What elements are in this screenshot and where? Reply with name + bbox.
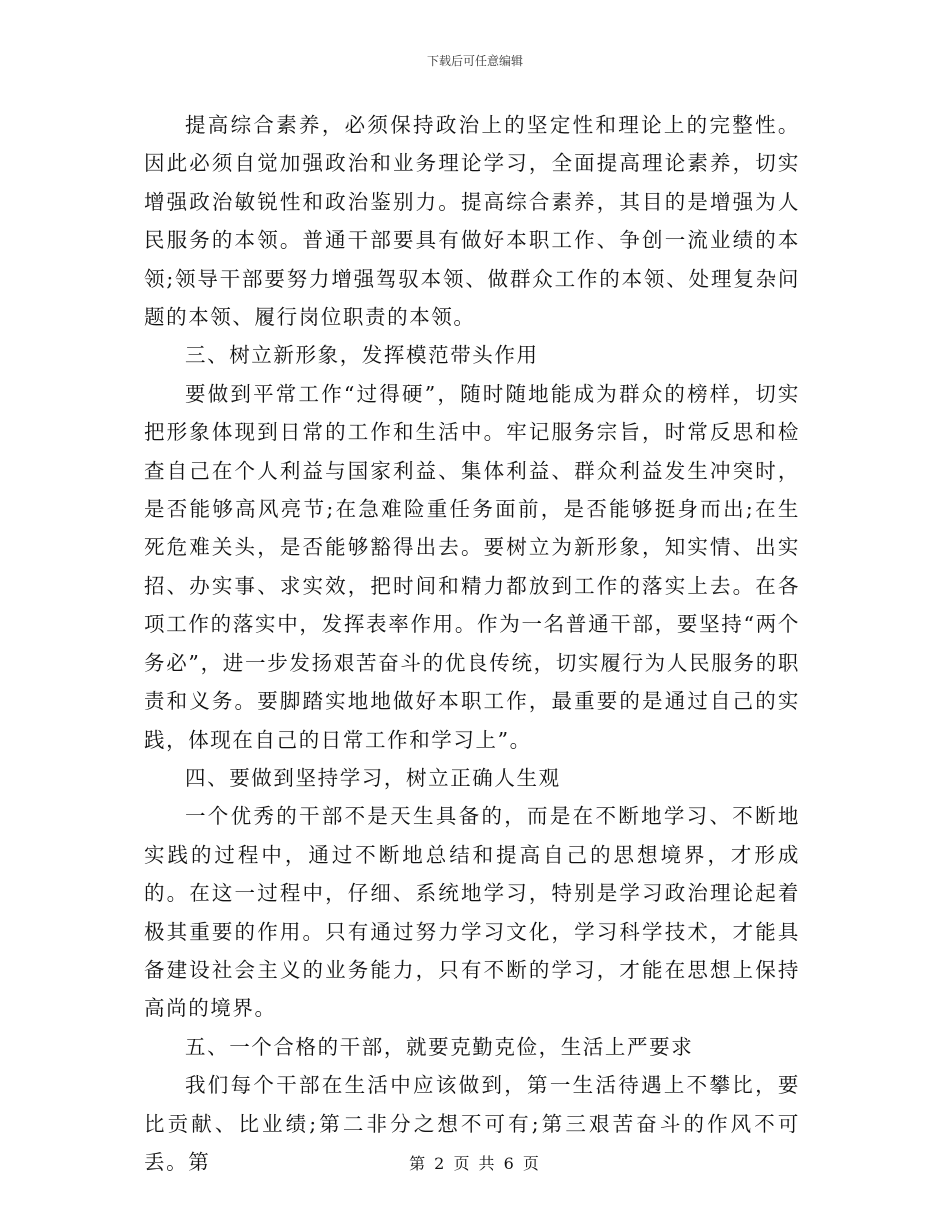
section-heading-5: 五、一个合格的干部，就要克勤克俭，生活上严要求 (185, 1034, 694, 1059)
paragraph-body-4: 我们每个干部在生活中应该做到，第一生活待遇上不攀比，要比贡献、比业绩;第二非分之想不可有;第三艰苦奋斗的作风不可丢。第 (144, 1073, 800, 1174)
page-number-footer: 第 2 页 共 6 页 (409, 1154, 541, 1173)
document-body (144, 106, 800, 1181)
paragraph-body-3: 一个优秀的干部不是天生具备的，而是在不断地学习、不断地实践的过程中，通过不断地总结和提高自己的思想境界，才形成的。在这一过程中，仔细、系统地学习，特别是学习政治理论起着极其重要的作用。只有通过努力学习文化，学习科学技术，才能具备建设社会主义的业务能力，只有不断的学习，才能在思想上保持高尚的境界。 (144, 804, 800, 1021)
section-heading-4: 四、要做到坚持学习，树立正确人生观 (185, 765, 561, 790)
paragraph-body-1: 提高综合素养，必须保持政治上的坚定性和理论上的完整性。因此必须自觉加强政治和业务理论学习，全面提高理论素养，切实增强政治敏锐性和政治鉴别力。提高综合素养，其目的是增强为人民服务的本领。普通干部要具有做好本职工作、争创一流业绩的本领;领导干部要努力增强驾驭本领、做群众工作的本领、处理复杂问题的本领、履行岗位职责的本领。 (144, 113, 800, 330)
paragraph-body-2: 要做到平常工作“过得硬”，随时随地能成为群众的榜样，切实把形象体现到日常的工作和生活中。牢记服务宗旨，时常反思和检查自己在个人利益与国家利益、集体利益、群众利益发生冲突时，是否能够高风亮节;在急难险重任务面前，是否能够挺身而出;在生死危难关头，是否能够豁得出去。要树立为新形象，知实情、出实招、办实事、求实效，把时间和精力都放到工作的落实上去。在各项工作的落实中，发挥表率作用。作为一名普通干部，要坚持“两个务必”，进一步发扬艰苦奋斗的优良传统，切实履行为人民服务的职责和义务。要脚踏实地地做好本职工作，最重要的是通过自己的实践，体现在自己的日常工作和学习上”。 (144, 381, 800, 752)
section-heading-3: 三、树立新形象，发挥模范带头作用 (185, 343, 539, 368)
page-header: 下载后可任意编辑 (426, 54, 523, 68)
